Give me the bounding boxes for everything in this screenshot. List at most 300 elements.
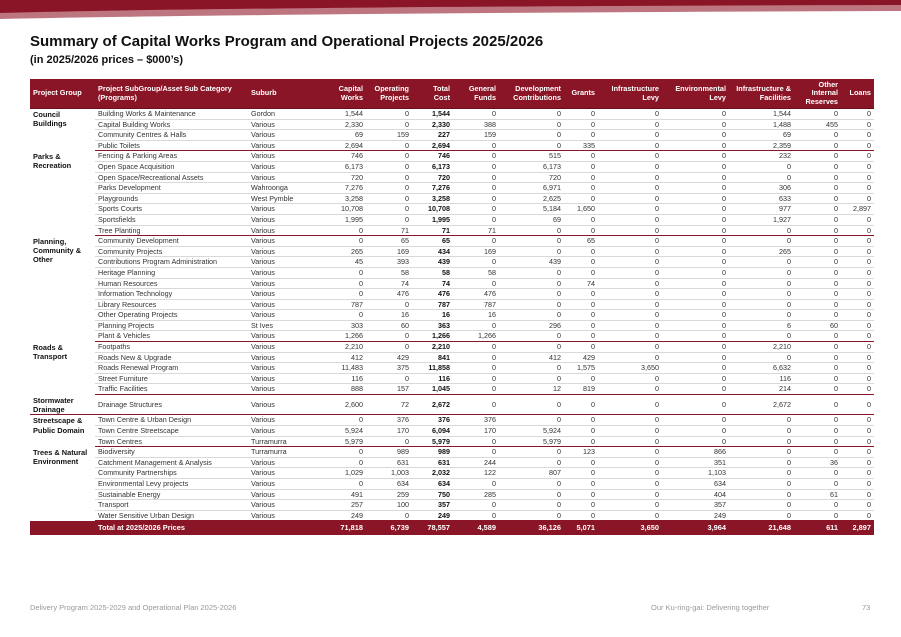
table-row	[30, 510, 874, 521]
infrastructure-facilities-cell: 0	[729, 161, 794, 172]
capital-works-cell: 0	[321, 478, 366, 489]
table-row	[30, 468, 874, 479]
operating-projects-cell: 0	[366, 510, 412, 521]
other-reserves-cell: 0	[794, 278, 841, 289]
subgroup-cell: Traffic Facilities	[95, 384, 248, 395]
loans-cell: 0	[841, 510, 874, 521]
infrastructure-levy-cell: 0	[598, 500, 662, 511]
infrastructure-levy-cell: 0	[598, 289, 662, 300]
suburb-cell: Turramurra	[248, 436, 321, 447]
suburb-cell: Various	[248, 289, 321, 300]
infrastructure-levy-cell: 0	[598, 267, 662, 278]
other-reserves-cell: 0	[794, 352, 841, 363]
suburb-cell: Various	[248, 172, 321, 183]
environmental-levy-cell: 0	[662, 267, 729, 278]
infrastructure-levy-cell: 0	[598, 109, 662, 120]
operating-projects-cell: 0	[366, 373, 412, 384]
operating-projects-cell: 0	[366, 172, 412, 183]
operating-projects-cell: 476	[366, 289, 412, 300]
development-contributions-cell: 6,173	[499, 161, 564, 172]
general-funds-cell: 285	[453, 489, 499, 500]
subgroup-cell: Fencing & Parking Areas	[95, 151, 248, 162]
grants-cell: 0	[564, 320, 598, 331]
subgroup-cell: Drainage Structures	[95, 395, 248, 415]
table-row	[30, 363, 874, 374]
environmental-levy-cell: 0	[662, 436, 729, 447]
capital-works-cell: 720	[321, 172, 366, 183]
total-cost-cell: 476	[412, 289, 453, 300]
environmental-levy-cell: 0	[662, 320, 729, 331]
environmental-levy-cell: 0	[662, 299, 729, 310]
capital-works-cell: 69	[321, 130, 366, 141]
suburb-cell: Turramurra	[248, 447, 321, 458]
general-funds-cell: 16	[453, 310, 499, 321]
other-reserves-cell: 0	[794, 109, 841, 120]
development-contributions-cell: 0	[499, 447, 564, 458]
environmental-levy-cell: 0	[662, 278, 729, 289]
infrastructure-levy-cell: 0	[598, 342, 662, 353]
environmental-levy-cell: 0	[662, 331, 729, 342]
development-contributions-cell: 0	[499, 278, 564, 289]
grants-cell: 0	[564, 425, 598, 436]
total-cost-cell: 3,258	[412, 193, 453, 204]
environmental-levy-cell: 0	[662, 109, 729, 120]
table-row	[30, 246, 874, 257]
subgroup-cell: Catchment Management & Analysis	[95, 457, 248, 468]
infrastructure-levy-cell: 0	[598, 204, 662, 215]
subgroup-cell: Open Space Acquisition	[95, 161, 248, 172]
operating-projects-cell: 16	[366, 310, 412, 321]
infrastructure-facilities-cell: 265	[729, 246, 794, 257]
infrastructure-levy-cell: 0	[598, 257, 662, 268]
general-funds-cell: 0	[453, 352, 499, 363]
development-contributions-cell: 0	[499, 140, 564, 151]
loans-cell: 0	[841, 130, 874, 141]
loans-cell: 0	[841, 172, 874, 183]
infrastructure-facilities-cell: 0	[729, 267, 794, 278]
capital-works-cell: 0	[321, 310, 366, 321]
suburb-cell: Various	[248, 310, 321, 321]
capital-works-cell: 10,708	[321, 204, 366, 215]
grants-cell: 335	[564, 140, 598, 151]
environmental-levy-cell: 0	[662, 310, 729, 321]
header-grants: Grants	[564, 79, 598, 109]
environmental-levy-cell: 0	[662, 172, 729, 183]
development-contributions-cell: 12	[499, 384, 564, 395]
capital-works-cell: 2,330	[321, 119, 366, 130]
infrastructure-levy-cell: 0	[598, 425, 662, 436]
environmental-levy-cell: 0	[662, 395, 729, 415]
capital-works-cell: 0	[321, 278, 366, 289]
other-reserves-cell: 0	[794, 415, 841, 426]
capital-works-cell: 491	[321, 489, 366, 500]
general-funds-cell: 0	[453, 500, 499, 511]
grants-cell: 0	[564, 267, 598, 278]
suburb-cell: Various	[248, 236, 321, 247]
general-funds-cell: 0	[453, 140, 499, 151]
header-environmental-levy: Environmental Levy	[662, 79, 729, 109]
development-contributions-cell: 0	[499, 415, 564, 426]
capital-works-cell: 5,924	[321, 425, 366, 436]
grants-cell: 0	[564, 331, 598, 342]
footer-document-title: Delivery Program 2025-2029 and Operational Plan 2025-2026	[30, 603, 237, 612]
environmental-levy-cell: 351	[662, 457, 729, 468]
development-contributions-cell: 720	[499, 172, 564, 183]
total-cost-cell: 74	[412, 278, 453, 289]
general-funds-cell: 0	[453, 109, 499, 120]
other-reserves-cell: 0	[794, 289, 841, 300]
other-reserves-cell: 0	[794, 478, 841, 489]
loans-cell: 0	[841, 457, 874, 468]
suburb-cell: Various	[248, 214, 321, 225]
suburb-cell: Various	[248, 119, 321, 130]
operating-projects-cell: 0	[366, 331, 412, 342]
total-cost-cell: 376	[412, 415, 453, 426]
suburb-cell: Various	[248, 246, 321, 257]
operating-projects-cell: 0	[366, 193, 412, 204]
general-funds-cell: 376	[453, 415, 499, 426]
capital-works-cell: 888	[321, 384, 366, 395]
header-infrastructure-levy: Infrastructure Levy	[598, 79, 662, 109]
loans-cell: 0	[841, 425, 874, 436]
capital-works-cell: 257	[321, 500, 366, 511]
total-cost-cell: 249	[412, 510, 453, 521]
capital-works-cell: 0	[321, 267, 366, 278]
total-cost-cell: 16	[412, 310, 453, 321]
other-reserves-cell: 60	[794, 320, 841, 331]
loans-cell: 0	[841, 183, 874, 194]
subgroup-cell: Building Works & Maintenance	[95, 109, 248, 120]
other-reserves-cell: 0	[794, 395, 841, 415]
capital-works-cell: 0	[321, 447, 366, 458]
loans-cell: 0	[841, 267, 874, 278]
infrastructure-facilities-cell: 0	[729, 172, 794, 183]
other-reserves-cell: 0	[794, 510, 841, 521]
loans-cell: 0	[841, 151, 874, 162]
grants-cell: 0	[564, 510, 598, 521]
general-funds-cell: 0	[453, 193, 499, 204]
infrastructure-facilities-cell: 0	[729, 257, 794, 268]
suburb-cell: Various	[248, 510, 321, 521]
infrastructure-facilities-cell: 1,927	[729, 214, 794, 225]
loans-cell: 0	[841, 236, 874, 247]
loans-cell: 0	[841, 363, 874, 374]
development-contributions-cell: 0	[499, 225, 564, 236]
total-value-cell: 3,964	[662, 521, 729, 536]
subgroup-cell: Roads Renewal Program	[95, 363, 248, 374]
loans-cell: 0	[841, 289, 874, 300]
header-other-internal-reserves: Other Internal Reserves	[794, 79, 841, 109]
other-reserves-cell: 0	[794, 310, 841, 321]
suburb-cell: Various	[248, 267, 321, 278]
loans-cell: 0	[841, 331, 874, 342]
header-general-funds: General Funds	[453, 79, 499, 109]
capital-works-cell: 265	[321, 246, 366, 257]
operating-projects-cell: 0	[366, 161, 412, 172]
grants-cell: 0	[564, 161, 598, 172]
environmental-levy-cell: 0	[662, 246, 729, 257]
environmental-levy-cell: 634	[662, 478, 729, 489]
infrastructure-levy-cell: 0	[598, 193, 662, 204]
table-row	[30, 447, 874, 458]
operating-projects-cell: 0	[366, 109, 412, 120]
environmental-levy-cell: 0	[662, 161, 729, 172]
infrastructure-levy-cell: 0	[598, 384, 662, 395]
total-value-cell: 36,126	[499, 521, 564, 536]
grants-cell: 0	[564, 193, 598, 204]
infrastructure-facilities-cell: 0	[729, 500, 794, 511]
other-reserves-cell: 0	[794, 267, 841, 278]
environmental-levy-cell: 0	[662, 384, 729, 395]
development-contributions-cell: 0	[499, 289, 564, 300]
footer-tagline: Our Ku-ring-gai: Delivering together	[651, 603, 770, 612]
subgroup-cell: Town Centre & Urban Design	[95, 415, 248, 426]
table-row	[30, 436, 874, 447]
infrastructure-levy-cell: 0	[598, 246, 662, 257]
infrastructure-facilities-cell: 0	[729, 510, 794, 521]
development-contributions-cell: 0	[499, 267, 564, 278]
subgroup-cell: Planning Projects	[95, 320, 248, 331]
development-contributions-cell: 807	[499, 468, 564, 479]
table-row	[30, 310, 874, 321]
other-reserves-cell: 0	[794, 140, 841, 151]
total-cost-cell: 750	[412, 489, 453, 500]
table-row	[30, 257, 874, 268]
project-group-cell: Trees & Natural Environment	[33, 447, 88, 467]
subgroup-cell: Street Furniture	[95, 373, 248, 384]
total-cost-cell: 11,858	[412, 363, 453, 374]
other-reserves-cell: 61	[794, 489, 841, 500]
suburb-cell: Various	[248, 489, 321, 500]
table-row	[30, 352, 874, 363]
operating-projects-cell: 65	[366, 236, 412, 247]
subgroup-cell: Contributions Program Administration	[95, 257, 248, 268]
capital-works-cell: 1,029	[321, 468, 366, 479]
suburb-cell: Various	[248, 468, 321, 479]
general-funds-cell: 0	[453, 151, 499, 162]
suburb-cell: Various	[248, 457, 321, 468]
infrastructure-levy-cell: 0	[598, 130, 662, 141]
subgroup-cell: Town Centres	[95, 436, 248, 447]
infrastructure-levy-cell: 0	[598, 320, 662, 331]
total-cost-cell: 1,995	[412, 214, 453, 225]
table-body	[30, 109, 874, 521]
header-operating-projects: Operating Projects	[366, 79, 412, 109]
loans-cell: 0	[841, 246, 874, 257]
table-row	[30, 172, 874, 183]
grants-cell: 0	[564, 257, 598, 268]
total-cost-cell: 5,979	[412, 436, 453, 447]
total-cost-cell: 746	[412, 151, 453, 162]
other-reserves-cell: 0	[794, 236, 841, 247]
grants-cell: 74	[564, 278, 598, 289]
capital-works-cell: 787	[321, 299, 366, 310]
operating-projects-cell: 375	[366, 363, 412, 374]
loans-cell: 0	[841, 478, 874, 489]
infrastructure-facilities-cell: 2,672	[729, 395, 794, 415]
header-loans: Loans	[841, 79, 874, 109]
table-row	[30, 109, 874, 120]
other-reserves-cell: 0	[794, 425, 841, 436]
table-row	[30, 214, 874, 225]
table-row	[30, 384, 874, 395]
environmental-levy-cell: 0	[662, 119, 729, 130]
capital-works-cell: 0	[321, 415, 366, 426]
capital-works-cell: 0	[321, 289, 366, 300]
other-reserves-cell: 0	[794, 468, 841, 479]
other-reserves-cell: 0	[794, 342, 841, 353]
infrastructure-facilities-cell: 0	[729, 447, 794, 458]
infrastructure-levy-cell: 0	[598, 151, 662, 162]
capital-works-cell: 0	[321, 457, 366, 468]
development-contributions-cell: 0	[499, 119, 564, 130]
environmental-levy-cell: 0	[662, 151, 729, 162]
operating-projects-cell: 0	[366, 151, 412, 162]
other-reserves-cell: 0	[794, 246, 841, 257]
header-decorative-band	[0, 0, 901, 24]
suburb-cell: Various	[248, 130, 321, 141]
total-cost-cell: 787	[412, 299, 453, 310]
total-cost-cell: 10,708	[412, 204, 453, 215]
total-value-cell: 71,818	[321, 521, 366, 536]
total-value-cell: 4,589	[453, 521, 499, 536]
operating-projects-cell: 0	[366, 183, 412, 194]
infrastructure-facilities-cell: 0	[729, 236, 794, 247]
infrastructure-facilities-cell: 0	[729, 352, 794, 363]
infrastructure-facilities-cell: 232	[729, 151, 794, 162]
table-row	[30, 395, 874, 415]
capital-works-cell: 0	[321, 225, 366, 236]
total-cost-cell: 58	[412, 267, 453, 278]
loans-cell: 2,897	[841, 204, 874, 215]
grants-cell: 123	[564, 447, 598, 458]
other-reserves-cell: 0	[794, 447, 841, 458]
total-value-cell: 78,557	[412, 521, 453, 536]
infrastructure-levy-cell: 0	[598, 278, 662, 289]
environmental-levy-cell: 0	[662, 193, 729, 204]
grants-cell: 1,650	[564, 204, 598, 215]
infrastructure-levy-cell: 0	[598, 510, 662, 521]
table-row	[30, 278, 874, 289]
subgroup-cell: Biodiversity	[95, 447, 248, 458]
loans-cell: 0	[841, 140, 874, 151]
table-row	[30, 236, 874, 247]
other-reserves-cell: 0	[794, 161, 841, 172]
infrastructure-levy-cell: 0	[598, 489, 662, 500]
loans-cell: 0	[841, 352, 874, 363]
total-cost-cell: 841	[412, 352, 453, 363]
loans-cell: 0	[841, 468, 874, 479]
total-cost-cell: 631	[412, 457, 453, 468]
grants-cell: 0	[564, 436, 598, 447]
other-reserves-cell: 455	[794, 119, 841, 130]
total-cost-cell: 71	[412, 225, 453, 236]
total-cost-cell: 116	[412, 373, 453, 384]
header-development-contributions: Development Contributions	[499, 79, 564, 109]
infrastructure-facilities-cell: 0	[729, 415, 794, 426]
infrastructure-facilities-cell: 0	[729, 331, 794, 342]
table-row	[30, 457, 874, 468]
loans-cell: 0	[841, 225, 874, 236]
general-funds-cell: 0	[453, 161, 499, 172]
loans-cell: 0	[841, 214, 874, 225]
table-row	[30, 342, 874, 353]
suburb-cell: Various	[248, 395, 321, 415]
grants-cell: 0	[564, 478, 598, 489]
subgroup-cell: Environmental Levy projects	[95, 478, 248, 489]
table-row	[30, 331, 874, 342]
grants-cell: 0	[564, 457, 598, 468]
general-funds-cell: 1,266	[453, 331, 499, 342]
total-row-spacer	[30, 521, 95, 536]
operating-projects-cell: 74	[366, 278, 412, 289]
general-funds-cell: 0	[453, 478, 499, 489]
project-group-cell: Parks & Recreation	[33, 151, 72, 171]
loans-cell: 0	[841, 278, 874, 289]
total-value-cell: 2,897	[841, 521, 874, 536]
grants-cell: 0	[564, 500, 598, 511]
general-funds-cell: 0	[453, 384, 499, 395]
subgroup-cell: Other Operating Projects	[95, 310, 248, 321]
table-row	[30, 373, 874, 384]
operating-projects-cell: 0	[366, 119, 412, 130]
infrastructure-levy-cell: 0	[598, 172, 662, 183]
general-funds-cell: 0	[453, 172, 499, 183]
subgroup-cell: Sportsfields	[95, 214, 248, 225]
suburb-cell: Various	[248, 415, 321, 426]
total-value-cell: 5,071	[564, 521, 598, 536]
operating-projects-cell: 58	[366, 267, 412, 278]
loans-cell: 0	[841, 257, 874, 268]
suburb-cell: Wahroonga	[248, 183, 321, 194]
operating-projects-cell: 169	[366, 246, 412, 257]
infrastructure-levy-cell: 0	[598, 331, 662, 342]
environmental-levy-cell: 357	[662, 500, 729, 511]
other-reserves-cell: 0	[794, 193, 841, 204]
subgroup-cell: Community Projects	[95, 246, 248, 257]
project-group-cell: Streetscape & Public Domain	[33, 416, 85, 435]
total-cost-cell: 720	[412, 172, 453, 183]
environmental-levy-cell: 1,103	[662, 468, 729, 479]
environmental-levy-cell: 0	[662, 352, 729, 363]
suburb-cell: Gordon	[248, 109, 321, 120]
general-funds-cell: 0	[453, 236, 499, 247]
suburb-cell: Various	[248, 384, 321, 395]
capital-works-cell: 116	[321, 373, 366, 384]
table-row	[30, 425, 874, 436]
grants-cell: 1,575	[564, 363, 598, 374]
other-reserves-cell: 0	[794, 299, 841, 310]
header-capital-works: Capital Works	[321, 79, 366, 109]
total-cost-cell: 357	[412, 500, 453, 511]
development-contributions-cell: 0	[499, 500, 564, 511]
total-value-cell: 3,650	[598, 521, 662, 536]
capital-works-cell: 7,276	[321, 183, 366, 194]
infrastructure-facilities-cell: 977	[729, 204, 794, 215]
infrastructure-facilities-cell: 0	[729, 289, 794, 300]
infrastructure-facilities-cell: 69	[729, 130, 794, 141]
environmental-levy-cell: 0	[662, 214, 729, 225]
infrastructure-facilities-cell: 633	[729, 193, 794, 204]
total-cost-cell: 2,672	[412, 395, 453, 415]
page-subtitle: (in 2025/2026 prices – $000’s)	[30, 54, 184, 66]
infrastructure-levy-cell: 0	[598, 225, 662, 236]
grants-cell: 0	[564, 130, 598, 141]
environmental-levy-cell: 0	[662, 225, 729, 236]
infrastructure-levy-cell: 0	[598, 352, 662, 363]
grants-cell: 0	[564, 214, 598, 225]
development-contributions-cell: 69	[499, 214, 564, 225]
